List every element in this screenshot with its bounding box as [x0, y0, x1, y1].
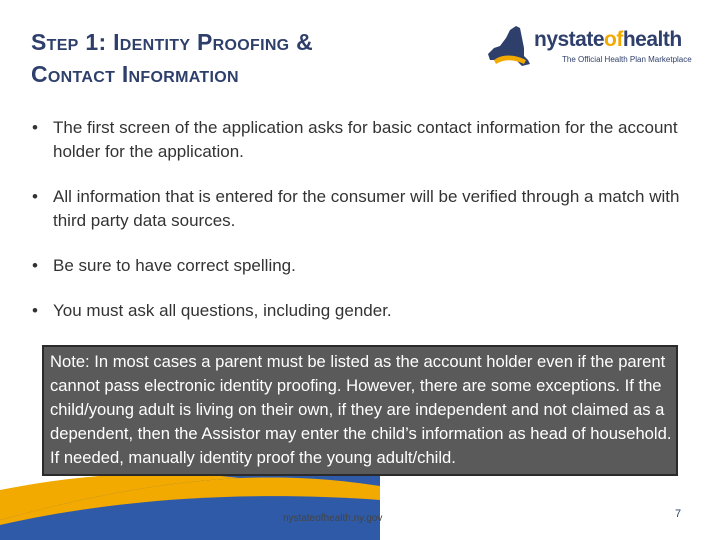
footer-url: nystateofhealth.ny.gov	[283, 513, 383, 524]
logo-wordmark-health: health	[622, 28, 682, 51]
logo-wordmark	[534, 28, 682, 52]
bullet-item: • The first screen of the application asks for basic contact information for the account holder for the application.	[32, 116, 702, 164]
logo-wordmark-of: of	[604, 28, 623, 51]
page-number: 7	[675, 508, 682, 520]
slide-title-line-1: Step 1: Identity Proofing &	[31, 29, 314, 55]
logo-tagline: The Official Health Plan Marketplace	[562, 55, 692, 64]
bullet-item: • Be sure to have correct spelling.	[32, 254, 702, 278]
logo-wordmark-nystate: nystate	[534, 28, 605, 51]
new-york-state-map-icon	[484, 24, 532, 70]
bullet-item: • You must ask all questions, including gender.	[32, 299, 702, 323]
slide-title	[31, 26, 451, 90]
bullet-item: • All information that is entered for the consumer will be verified through a match with third party data sources.	[32, 185, 702, 233]
nystateofhealth-logo	[484, 22, 704, 74]
slide-title-line-2: Contact Information	[31, 61, 239, 87]
note-callout-box: Note: In most cases a parent must be listed as the account holder even if the parent cannot pass electronic identity proofing. However, there are some exceptions. If the child/young adult is living on their own, if they are independent and not claimed as a dependent, then the Assistor may enter the child’s information as head of household. If needed, manually identity proof the young adult/child.	[42, 345, 678, 476]
bullet-list	[32, 116, 702, 344]
